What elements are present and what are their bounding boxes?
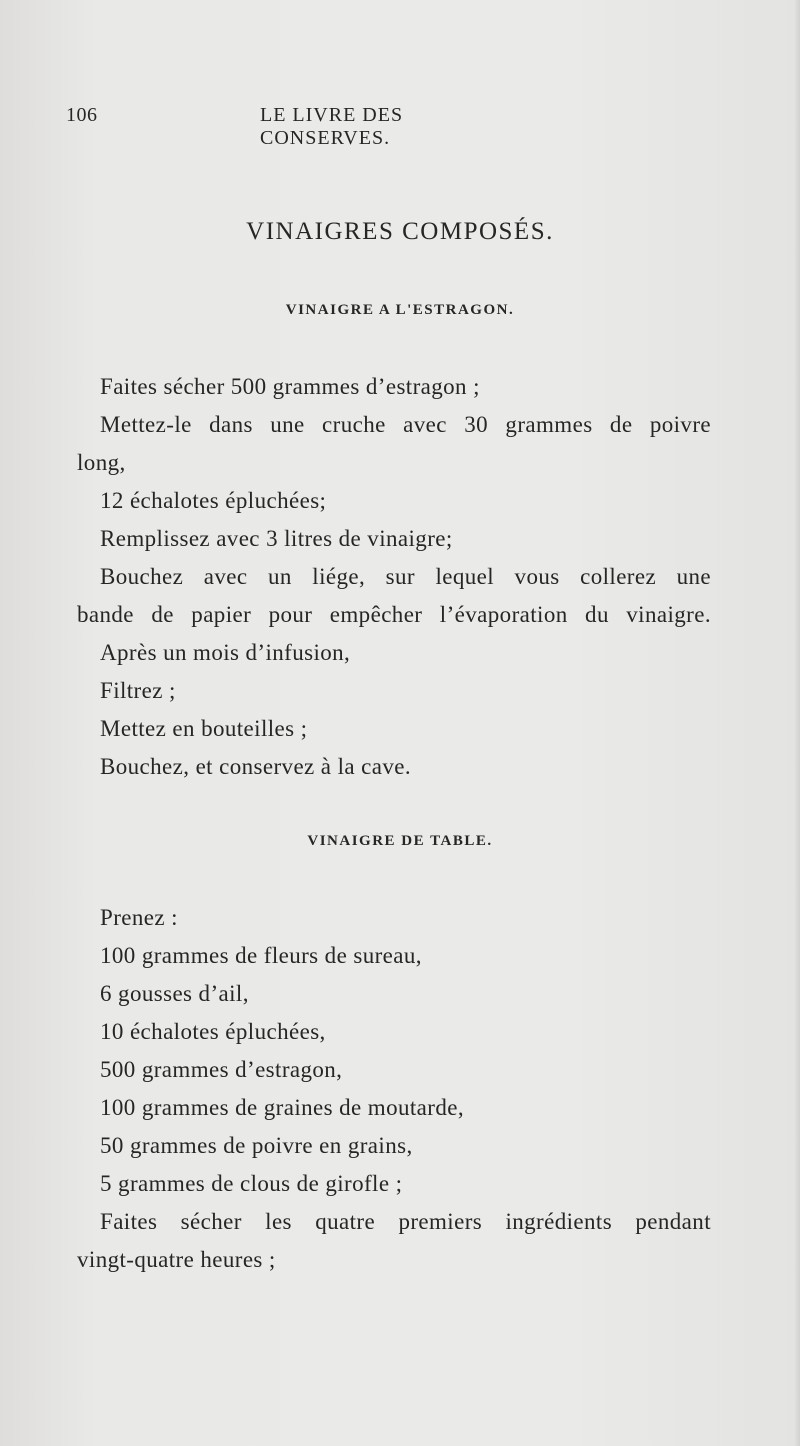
text-line: Mettez-le dans une cruche avec 30 grammes de poivre: [100, 412, 711, 437]
text-line: 12 échalotes épluchées;: [100, 488, 327, 513]
section-title-table: VINAIGRE DE TABLE.: [307, 833, 493, 849]
text-line: Bouchez avec un liége, sur lequel vous collerez une: [100, 564, 711, 589]
text-line: Filtrez ;: [100, 678, 176, 703]
text-line: 10 échalotes épluchées,: [100, 1019, 326, 1044]
text-line: vingt-quatre heures ;: [77, 1247, 276, 1272]
text-line: 6 gousses d’ail,: [100, 981, 249, 1006]
section-title-estragon: VINAIGRE A L'ESTRAGON.: [285, 302, 515, 318]
text-line: Bouchez, et conservez à la cave.: [100, 754, 411, 779]
book-title: LE LIVRE DES CONSERVES.: [260, 104, 404, 149]
text-line: Prenez :: [100, 905, 178, 930]
page-edge-shadow: [794, 0, 800, 1446]
text-line: Mettez en bouteilles ;: [100, 716, 308, 741]
text-line: Faites sécher les quatre premiers ingrédients pendant: [100, 1209, 711, 1234]
text-line: Faites sécher 500 grammes d’estragon ;: [100, 374, 480, 399]
text-line: 50 grammes de poivre en grains,: [100, 1133, 413, 1158]
page-number: 106: [66, 104, 98, 126]
text-line: 5 grammes de clous de girofle ;: [100, 1171, 403, 1196]
text-line: 100 grammes de graines de moutarde,: [100, 1095, 464, 1120]
running-head: [66, 104, 518, 149]
text-line: long,: [77, 450, 126, 475]
text-line: 500 grammes d’estragon,: [100, 1057, 343, 1082]
text-line: 100 grammes de fleurs de sureau,: [100, 943, 422, 968]
text-line: Remplissez avec 3 litres de vinaigre;: [100, 526, 453, 551]
text-line: bande de papier pour empêcher l’évaporation du vinaigre.: [77, 602, 711, 627]
text-line: Après un mois d’infusion,: [100, 640, 351, 665]
chapter-title: VINAIGRES COMPOSÉS.: [246, 218, 554, 245]
